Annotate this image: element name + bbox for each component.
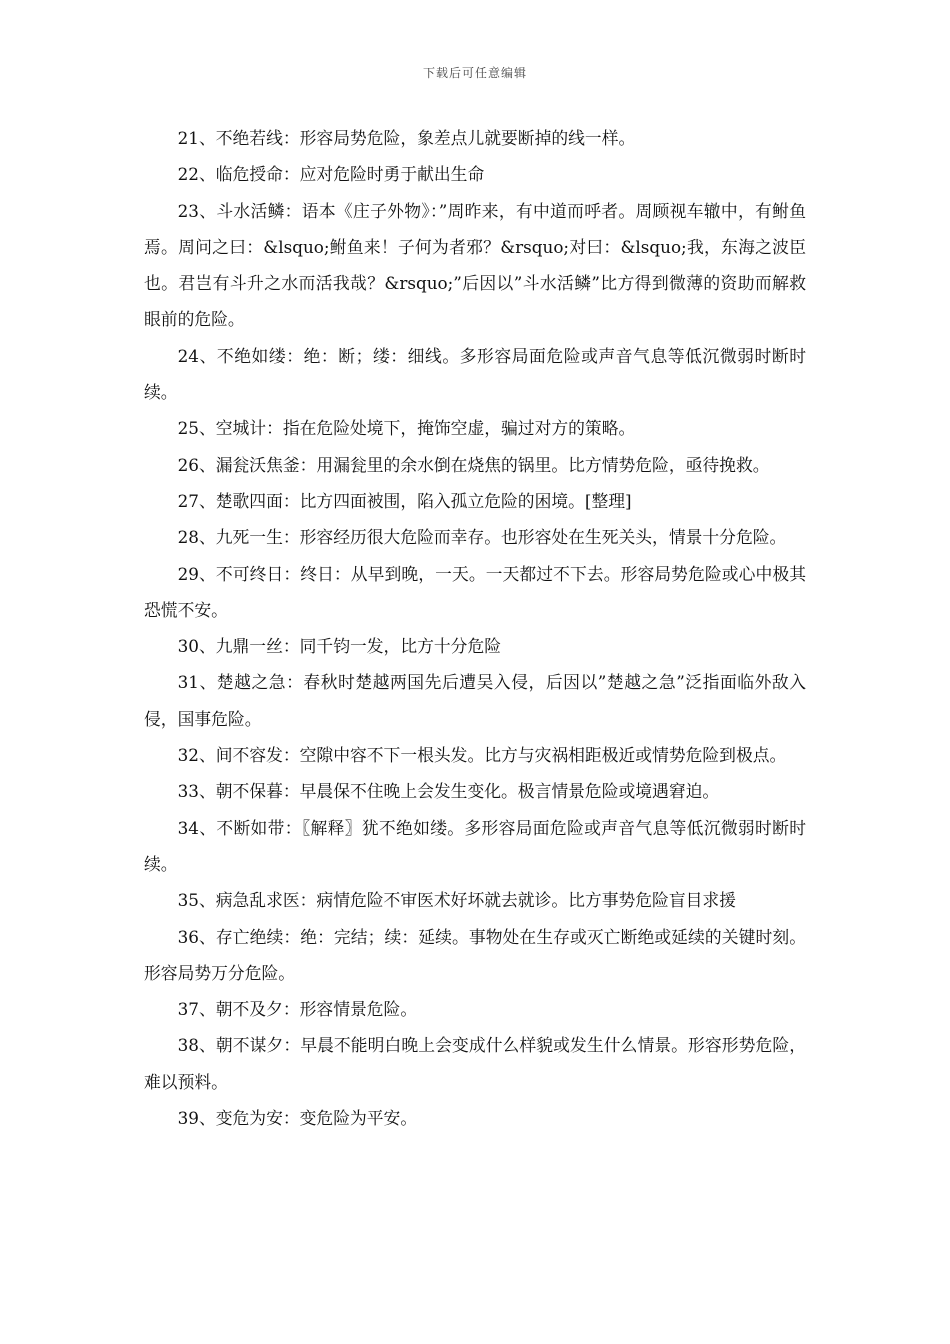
paragraph-29: 29、不可终日：终日：从早到晚，一天。一天都过不下去。形容局势危险或心中极其恐慌不安。: [144, 563, 806, 620]
paragraph-27: 27、楚歌四面：比方四面被围，陷入孤立危险的困境。[整理]: [177, 490, 632, 511]
paragraph-21: 21、不绝若线：形容局势危险，象差点儿就要断掉的线一样。: [177, 128, 636, 148]
paragraph-23: 23、斗水活鳞：语本《庄子外物》：”周昨来，有中道而呼者。周顾视车辙中，有鲋鱼焉。周问之曰：&lsquo;鲋鱼来！子何为者邪？&rsquo;对曰：&lsquo;我，东海之波臣也。君岂有斗升之水而活我哉？&rsquo;”后因以”斗水活鳞”比方得到微薄的资助而解救眼前的危险。: [144, 200, 806, 330]
paragraph-37: 37、朝不及夕：形容情景危险。: [177, 999, 418, 1020]
paragraph-28: 28、九死一生：形容经历很大危险而幸存。也形容处在生死关头，情景十分危险。: [177, 527, 787, 548]
paragraph-38: 38、朝不谋夕：早晨不能明白晚上会变成什么样貌或发生什么情景。形容形势危险，难以预料。: [144, 1035, 806, 1092]
paragraph-26: 26、漏瓮沃焦釜：用漏瓮里的余水倒在烧焦的锅里。比方情势危险，亟待挽救。: [177, 454, 770, 475]
document-body: [144, 120, 806, 1136]
paragraph-25: 25、空城计：指在危险处境下，掩饰空虚，骗过对方的策略。: [177, 418, 636, 439]
paragraph-32: 32、间不容发：空隙中容不下一根头发。比方与灾祸相距极近或情势危险到极点。: [177, 745, 787, 766]
paragraph-39: 39、变危为安：变危险为平安。: [177, 1108, 418, 1129]
paragraph-35: 35、病急乱求医：病情危险不审医术好坏就去就诊。比方事势危险盲目求援: [177, 890, 736, 911]
paragraph-31: 31、楚越之急：春秋时楚越两国先后遭吴入侵，后因以”楚越之急”泛指面临外敌入侵，国事危险。: [144, 672, 806, 729]
paragraph-24: 24、不绝如缕：绝：断；缕：细线。多形容局面危险或声音气息等低沉微弱时断时续。: [144, 345, 806, 403]
page-header: 下载后可任意编辑: [422, 66, 527, 80]
paragraph-36: 36、存亡绝续：绝：完结；续：延续。事物处在生存或灭亡断绝或延续的关键时刻。形容局势万分危险。: [144, 926, 806, 983]
paragraph-30: 30、九鼎一丝：同千钧一发，比方十分危险: [177, 636, 502, 657]
paragraph-34: 34、不断如带：〖解释〗犹不绝如缕。多形容局面危险或声音气息等低沉微弱时断时续。: [144, 817, 806, 874]
paragraph-33: 33、朝不保暮：早晨保不住晚上会发生变化。极言情景危险或境遇窘迫。: [177, 781, 720, 802]
paragraph-22: 22、临危授命：应对危险时勇于献出生命: [177, 164, 485, 185]
